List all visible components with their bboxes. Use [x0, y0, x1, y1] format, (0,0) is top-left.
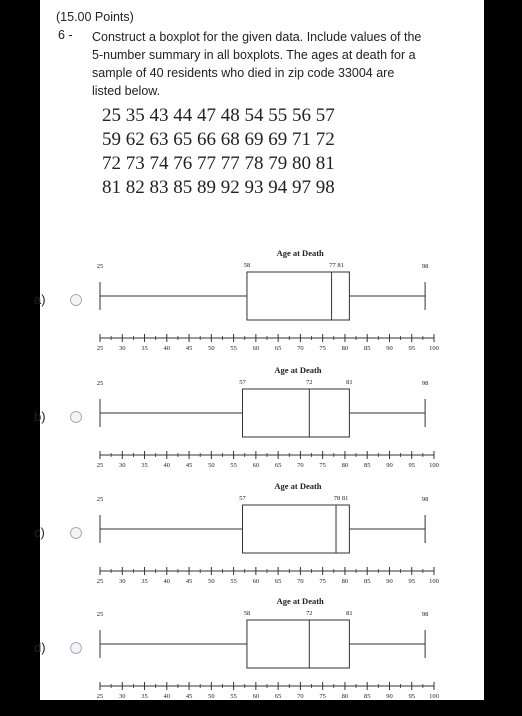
data-row: 81 82 83 85 89 92 93 94 97 98 [102, 177, 335, 198]
axis-tick-label: 75 [319, 693, 326, 700]
axis-tick-label: 45 [185, 345, 193, 352]
box [243, 505, 350, 553]
axis-tick-label: 70 [297, 578, 304, 585]
axis-tick-label: 60 [252, 693, 260, 700]
axis-tick-label: 55 [230, 693, 237, 700]
axis-tick-label: 90 [386, 345, 393, 352]
axis-tick-label: 90 [386, 693, 393, 700]
max-label: 98 [421, 496, 429, 503]
question-text: Construct a boxplot for the given data. Include values of the 5-number summary in all boxplots. The ages at death for a sample of 40 residents who died in zip code 33004 are listed below. [92, 30, 422, 98]
axis-tick-label: 25 [96, 693, 104, 700]
axis-tick-label: 75 [319, 578, 326, 585]
axis-tick-label: 25 [96, 578, 104, 585]
answer-option[interactable] [34, 596, 484, 716]
option-radio-button[interactable] [70, 294, 82, 306]
axis-tick-label: 60 [252, 462, 260, 469]
max-label: 98 [421, 380, 429, 387]
min-label: 25 [96, 611, 104, 618]
axis-tick-label: 40 [163, 693, 171, 700]
axis-tick-label: 95 [408, 578, 415, 585]
option-radio-button[interactable] [70, 642, 82, 654]
data-row: 59 62 63 65 66 68 69 69 71 72 [102, 129, 335, 150]
axis-tick-label: 70 [297, 462, 304, 469]
min-label: 25 [96, 263, 104, 270]
median-label: 77 81 [329, 262, 344, 269]
question-page [34, 0, 484, 700]
min-label: 25 [96, 380, 104, 387]
axis-tick-label: 55 [230, 462, 237, 469]
chart-title: Age at Death [274, 481, 322, 491]
axis-tick-label: 85 [363, 462, 371, 469]
axis-tick-label: 25 [96, 462, 104, 469]
axis-tick-label: 75 [319, 462, 326, 469]
axis-tick-label: 40 [163, 345, 171, 352]
axis-tick-label: 65 [274, 578, 282, 585]
axis-tick-label: 65 [274, 693, 282, 700]
boxplot-chart [94, 248, 444, 360]
axis-tick-label: 50 [208, 578, 215, 585]
max-label: 98 [421, 263, 429, 270]
chart-title: Age at Death [276, 596, 324, 606]
axis-tick-label: 65 [274, 462, 282, 469]
axis-tick-label: 35 [141, 345, 148, 352]
option-letter: c) [34, 525, 45, 540]
q1-label: 58 [243, 610, 251, 617]
axis-tick-label: 60 [252, 345, 260, 352]
axis-tick-label: 35 [141, 693, 148, 700]
q3-label: 81 [346, 379, 353, 386]
axis-tick-label: 50 [208, 345, 215, 352]
option-letter: a) [34, 292, 46, 307]
axis-tick-label: 30 [119, 693, 126, 700]
median-label: 72 [306, 379, 313, 386]
max-label: 98 [421, 611, 429, 618]
axis-tick-label: 95 [408, 345, 415, 352]
option-radio-button[interactable] [70, 411, 82, 423]
axis-tick-label: 60 [252, 578, 260, 585]
question-number: 6 - [58, 28, 73, 42]
points-label: (15.00 Points) [56, 10, 134, 24]
boxplot-chart [94, 596, 444, 708]
option-radio-button[interactable] [70, 527, 82, 539]
axis-tick-label: 50 [208, 693, 215, 700]
chart-title: Age at Death [274, 365, 322, 375]
axis-tick-label: 30 [119, 345, 126, 352]
axis-tick-label: 65 [274, 345, 282, 352]
q1-label: 58 [243, 262, 251, 269]
median-label: 78 81 [333, 495, 349, 502]
axis-tick-label: 30 [119, 462, 126, 469]
answer-option[interactable] [34, 365, 484, 485]
axis-tick-label: 70 [297, 345, 304, 352]
axis-tick-label: 100 [429, 693, 439, 700]
axis-tick-label: 95 [408, 462, 415, 469]
axis-tick-label: 95 [408, 693, 415, 700]
data-row: 72 73 74 76 77 77 78 79 80 81 [102, 153, 335, 174]
option-letter: d) [34, 640, 46, 655]
axis-tick-label: 25 [96, 345, 104, 352]
axis-tick-label: 35 [141, 578, 148, 585]
q1-label: 57 [239, 379, 246, 386]
boxplot-chart [94, 365, 444, 477]
axis-tick-label: 80 [341, 578, 349, 585]
axis-tick-label: 40 [163, 462, 171, 469]
axis-tick-label: 100 [429, 462, 439, 469]
axis-tick-label: 45 [185, 693, 193, 700]
axis-tick-label: 45 [185, 462, 193, 469]
axis-tick-label: 100 [429, 345, 439, 352]
answer-option[interactable] [34, 248, 484, 368]
axis-tick-label: 80 [341, 462, 349, 469]
axis-tick-label: 70 [297, 693, 304, 700]
q3-label: 81 [346, 610, 353, 617]
axis-tick-label: 40 [163, 578, 171, 585]
axis-tick-label: 85 [363, 578, 371, 585]
axis-tick-label: 45 [185, 578, 193, 585]
axis-tick-label: 85 [363, 693, 371, 700]
box [243, 389, 350, 437]
axis-tick-label: 80 [341, 693, 349, 700]
chart-title: Age at Death [276, 248, 324, 258]
axis-tick-label: 50 [208, 462, 215, 469]
median-label: 72 [306, 610, 313, 617]
data-values [102, 104, 432, 200]
axis-tick-label: 80 [341, 345, 349, 352]
axis-tick-label: 90 [386, 578, 393, 585]
data-row: 25 35 43 44 47 48 54 55 56 57 [102, 105, 335, 126]
option-letter: b) [34, 409, 46, 424]
axis-tick-label: 55 [230, 578, 237, 585]
box [247, 620, 349, 668]
boxplot-chart [94, 481, 444, 593]
axis-tick-label: 30 [119, 578, 126, 585]
axis-tick-label: 35 [141, 462, 148, 469]
box [247, 272, 349, 320]
axis-tick-label: 90 [386, 462, 393, 469]
q1-label: 57 [239, 495, 246, 502]
axis-tick-label: 100 [429, 578, 439, 585]
axis-tick-label: 75 [319, 345, 326, 352]
min-label: 25 [96, 496, 104, 503]
axis-tick-label: 55 [230, 345, 237, 352]
axis-tick-label: 85 [363, 345, 371, 352]
answer-option[interactable] [34, 481, 484, 601]
